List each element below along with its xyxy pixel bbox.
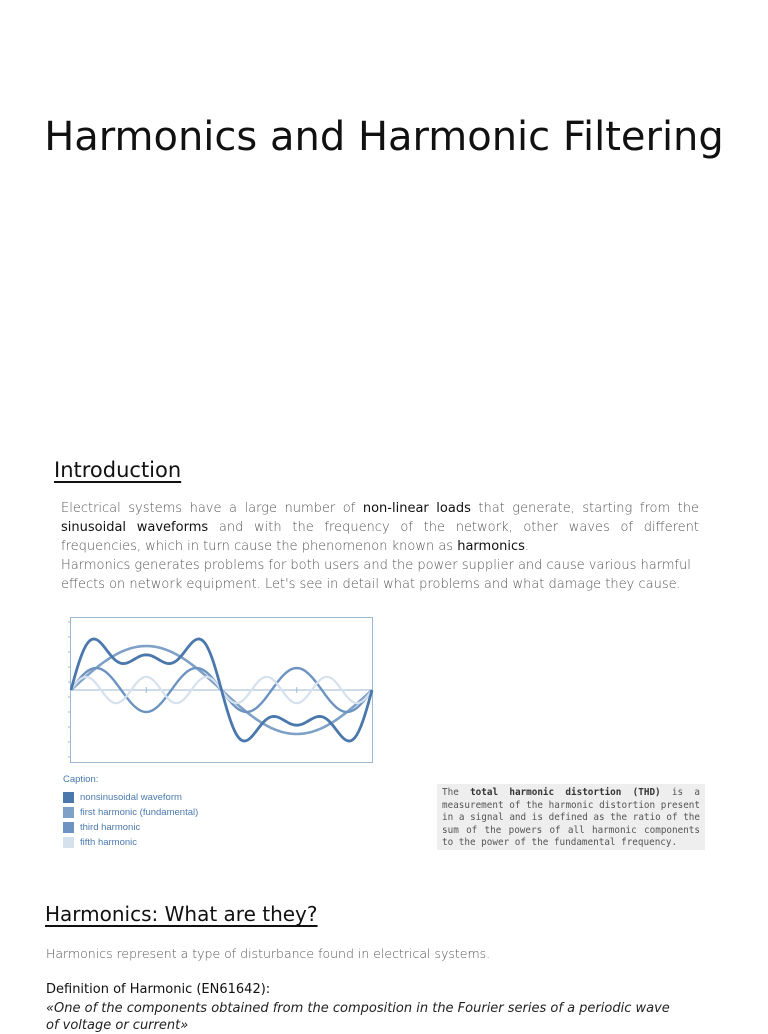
legend-swatch	[63, 792, 74, 803]
thd-text-post: is a measurement of the harmonic distortion present in a signal and is defined as the ratio of the sum of the powers of all harmonic components to the power of the fundamental frequency.	[442, 787, 700, 848]
legend-label: fifth harmonic	[80, 837, 138, 848]
thd-text-pre: The	[442, 787, 471, 798]
intro-text-part: Electrical systems have a large number of	[61, 501, 363, 516]
intro-text-part: .	[524, 539, 530, 554]
intro-paragraph	[61, 499, 699, 594]
harmonics-intro-text: Harmonics represent a type of disturbance found in electrical systems.	[46, 946, 491, 961]
intro-highlight-harmonics: harmonics	[457, 539, 525, 554]
caption-title: Caption:	[63, 774, 99, 785]
thd-definition-box	[437, 784, 705, 850]
intro-text-part: and with the frequency of the network, other waves of different frequencies, which in turn cause the phenomenon known as	[61, 520, 699, 554]
chart-caption	[63, 774, 263, 850]
legend-swatch	[63, 822, 74, 833]
intro-text-part: that generate, starting from the	[470, 501, 699, 516]
page-title: Harmonics and Harmonic Filtering	[44, 114, 724, 160]
definition-heading: Definition of Harmonic (EN61642):	[46, 982, 271, 997]
thd-term: total harmonic distortion (THD)	[470, 787, 661, 798]
legend-item	[63, 790, 263, 805]
legend-item	[63, 835, 263, 850]
section-heading-introduction: Introduction	[54, 458, 182, 482]
legend-label: first harmonic (fundamental)	[80, 807, 199, 818]
intro-paragraph-2: Harmonics generates problems for both users and the power supplier and cause various harmful effects on network equipment. Let's see in detail what problems and what damage they cause.	[61, 558, 691, 592]
harmonics-chart	[62, 614, 376, 766]
legend-label: nonsinusoidal waveform	[80, 792, 182, 803]
definition-quote: «One of the components obtained from the composition in the Fourier series of a periodic wave of voltage or current»	[46, 1001, 670, 1033]
legend-swatch	[63, 807, 74, 818]
legend-swatch	[63, 837, 74, 848]
caption-legend	[63, 790, 263, 850]
legend-item	[63, 820, 263, 835]
section-heading-harmonics-what: Harmonics: What are they?	[45, 902, 318, 926]
intro-highlight-sinusoidal: sinusoidal waveforms	[61, 520, 209, 535]
intro-highlight-nonlinear: non-linear loads	[362, 501, 471, 516]
legend-item	[63, 805, 263, 820]
legend-label: third harmonic	[80, 822, 141, 833]
